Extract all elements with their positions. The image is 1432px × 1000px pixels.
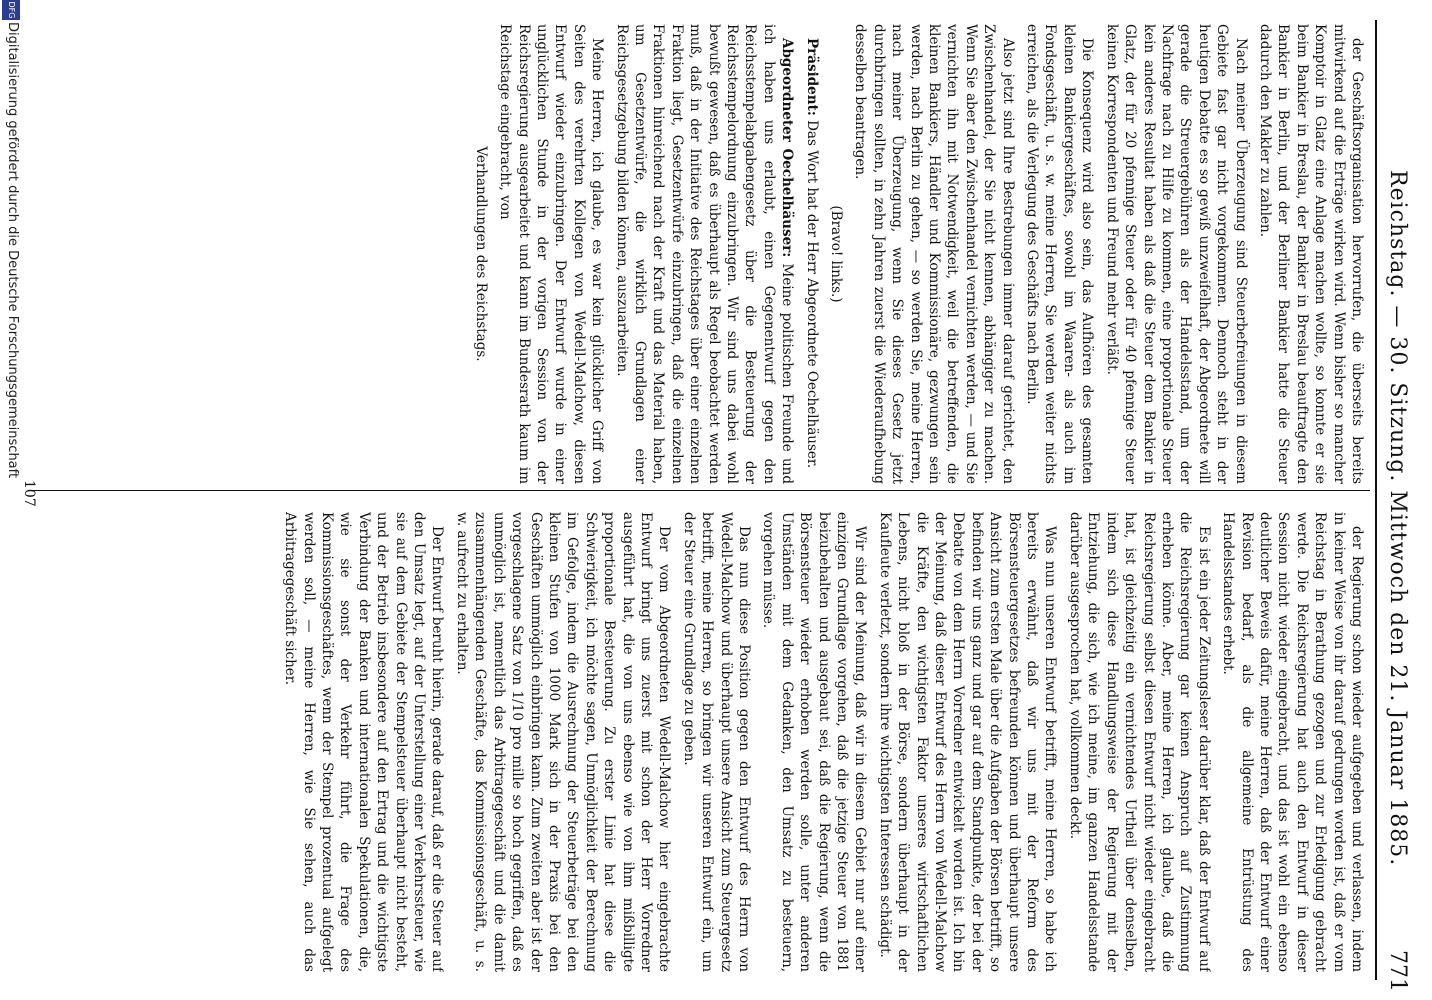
speaker-paragraph — [612, 24, 796, 484]
paragraph: Nach meiner Überzeugung sind Steuerbefreiungen in diesem Gebiete fast gar nicht vorgekommen. Dennoch steht in der heutigen Debatte es so gewiß unzweifelhaft, der Abgeordnete will gerade die Streuergebühren als der Handelsstand, um der Nachfrage nach zu Hilfe zu kommen, eine proportionale Steuer kein anderes Resultat haben als daß die Steuer dem Bankier in Glatz, der für 20 pfennige Steuer oder für 40 pfennige Steuer keinen Korrespondenten und Freund mehr verläßt. — [1103, 24, 1249, 484]
column-divider — [30, 490, 1370, 491]
dfg-logo: DFG — [2, 0, 20, 20]
paragraph: Die Konsequenz wird also sein, das Aufhören des gesamten kleinen Bankiergeschäftes, sowohl im Waaren- als auch im Fondsgeschäft, u. s. w. meine Herren, Sie werden weiter nichts erreichen, als die Verlegung des Geschäfts nach Berlin. — [1024, 24, 1096, 484]
paragraph: Also jetzt sind Ihre Bestrebungen immer darauf gerichtet, den Zwischenhandel, der Sie nicht kennen, abhängiger zu machen. Wenn Sie aber den Zwischenhandel vernichten werden, — und Sie vernichten ihn mit Notwendigkeit, weil die betreffenden, die kleinen Bankiers, Händler und Kommissionäre, gezwungen sein werden, nach Berlin zu gehen, — so werden Sie, meine Herren, nach meiner Überzeugung, wenn Sie dieses Gesetz jetzt durchbringen sollten, in zehn Jahren zuerst die Wiederaufhebung desselben beantragen. — [852, 24, 1016, 484]
paragraph: Der vom Abgeordneten Wedell-Malchow hier eingebrachte Entwurf bringt uns zuerst mit schon der Herr Vorredner ausgeführt hat, die von uns ebenso wie von ihm mißbilligte proportionale Besteuerung. Zu erster Linie hat diese die Schwierigkeit, ich möchte sagen, Unmöglichkeit der Berechnung im Gefolge, indem die Ausrechnung der Steuerbeträge bei den kleinen Stufen von 1000 Mark sich in der Praxis bei den Geschäften ummöglich einbringen kann. Zum zweiten aber ist der vorgeschlagene Satz von 1/10 pro mille so hoch gegriffen, daß es unmöglich ist, namentlich das Arbitragegeschäft und die damit zusammenhängenden Geschäfte, das Kommissionsgeschäft, u. s. w. aufrecht zu erhalten. — [453, 512, 673, 972]
speaker-label: Abgeordneter Oechelhäuser: — [779, 38, 796, 258]
speaker-text: Meine politischen Freunde und ich haben uns erlaubt, einen Gegenentwurf gegen den Reichsstempelabgabengesetz über die Besteuerung der Reichsstempelordnung einzubringen. Wir sind uns dabei wohl bewußt gewesen, daß es überhaupt als Regel beobachtet werden muß, daß in der Initiative des Reichstages über einer einzelnen Fraktion liegt, Gesetzentwürfe einzubringen, daß die einzelnen Fraktionen hinreichend nach der Kraft und das Material haben, um Gesetzentwürfe, die wirklich Grundlagen einer Reichsgesetzgebung bilden können, auszuarbeiten. — [613, 24, 796, 484]
paragraph: der Geschäftsorganisation hervorrufen, die überseits bereits mitwirkend auf die Erträge wirken wird. Wenn bisher so mancher Komptoir in Glatz eine Anlage machen wollte, so konnte er sie beim Bankier in Breslau, der Bankier in Breslau beauftragte den Bankier in Berlin, und der Berliner Bankier hatte die Steuer dadurch den Makler zu zahlen. — [1256, 24, 1365, 484]
footer-note: Verhandlungen des Reichstags. — [472, 146, 489, 362]
paragraph: Es ist ein jeder Zeitungsleser darüber klar, daß der Entwurf auf die Reichsregierung gar keinen Anspruch auf Zustimmung erheben könne. Aber, meine Herren, ich glaube, daß die Reichsregierung selbst diesen Entwurf nicht wieder eingebracht hat, ist gleichzeitig ein vernichtendes Urtheil über denselben, indem sich diese Handlungsweise der Regierung mit der Entziehung, die sich, wie ich meine, im ganzen Handelsstande darüber ausgesprochen hat, vollkommen deckt. — [1066, 512, 1212, 972]
left-column — [36, 24, 1366, 484]
president-label: Präsident: — [803, 38, 820, 116]
paragraph: Meine Herren, ich glaube, es war kein glücklicher Griff von Seiten des verehrten Kollegen von Wedell-Malchow, diesen Entwurf wieder einzubringen. Der Entwurf wurde in einer unglücklichen Stunde in der vorigen Session von der Reichsregierung ausgearbeitet und kann im Bundesrath kaum im Reichstage eingebracht, von — [497, 24, 606, 484]
footer-page-number: 107 — [21, 480, 37, 507]
page-header — [1382, 20, 1422, 992]
paragraph: Was nun unseren Entwurf betrifft, meine Herren, so habe ich bereits erwähnt, daß wir uns mit der Reform des Börsensteuergesetzes befreunden können und überhaupt unsere Ansicht zum ersten Male über die Aufgaben der Börsen betrifft, so befinden wir uns ganz und gar auf dem Standpunkte, der bei der Debatte von dem Herrn Vorredner entwickelt worden ist. Ich bin der Meinung, daß dieser Entwurf des Herrn von Wedell-Malchow die Kräfte, den wichtigsten Faktor unseres wirtschaftlichen Lebens, nicht bloß in der Börse, sondern überhaupt in der Kaufleute verletzt, sondern ihre wichtigsten Interessen schädigt. — [876, 512, 1059, 972]
page-number: 771 — [1385, 950, 1410, 992]
paragraph: Das nun diese Position gegen den Entwurf des Herrn von Wedell-Malchow und überhaupt unsere Ansicht zum Steuergesetz betrifft, meine Herren, so bringen wir unseren Entwurf ein, um der Steuer eine Grundlage zu geben. — [680, 512, 752, 972]
digitization-footer — [0, 0, 22, 1000]
paragraph: Wir sind der Meinung, daß wir in diesem Gebiet nur auf einer einzigen Grundlage vorgehen, daß die jetzige Steuer von 1881 beizubehalten und ausgebaut sei, daß die Regierung, wenn die Börsensteuer wieder erhoben werden solle, unter anderen Umständen mit dem Gedanken, den Umsatz zu besteuern, vorgehen müsse. — [760, 512, 869, 972]
digitization-credit: Digitalisierung gefördert durch die Deutsche Forschungsgemeinschaft — [5, 22, 20, 479]
president-text: Das Wort hat der Herr Abgeordnete Oechelhäuser. — [803, 120, 820, 469]
header-rule — [1375, 20, 1377, 980]
applause-note: (Bravo! links.) — [828, 205, 845, 303]
right-column — [36, 512, 1366, 972]
paragraph: der Regierung schon wieder aufgegeben und verlassen, indem in keiner Weise von ihr darauf gedrungen worden ist, daß er vom Reichstag in Berathung gezogen und zur Erledigung gebracht werde. Die Reichsregierung hat auch den Entwurf in dieser Session nicht wieder eingebracht, und das ist wohl ein ebenso deutlicher Beweis dafür, meine Herren, daß der Entwurf einer Revision bedarf, als die allgemeine Entrüstung des Handelsstandes erhebt. — [1220, 512, 1365, 972]
president-paragraph — [802, 24, 820, 484]
paragraph: Der Entwurf beruht hierin, gerade darauf, daß er die Steuer auf den Umsatz legt, auf der Unterstellung einer Verkehrssteuer, wie sie auf dem Gebiete der Stempelsteuer überhaupt nicht besteht, und der Betrieb insbesondere auf den Ertrag und die wichtigste Verbindung der Banken und internationalen Spekulationen, die, wie sie sonst der Verkehr führt, die Frage des Kommissionsgeschäftes, wenn der Stempel prozentual aufgelegt werden soll, — meine Herren, wie Sie sehen, auch das Arbitragegeschäft sicher. — [282, 512, 446, 972]
header-title: Reichstag. — 30. Sitzung. Mittwoch den 21. Januar 1885. — [1385, 170, 1410, 867]
